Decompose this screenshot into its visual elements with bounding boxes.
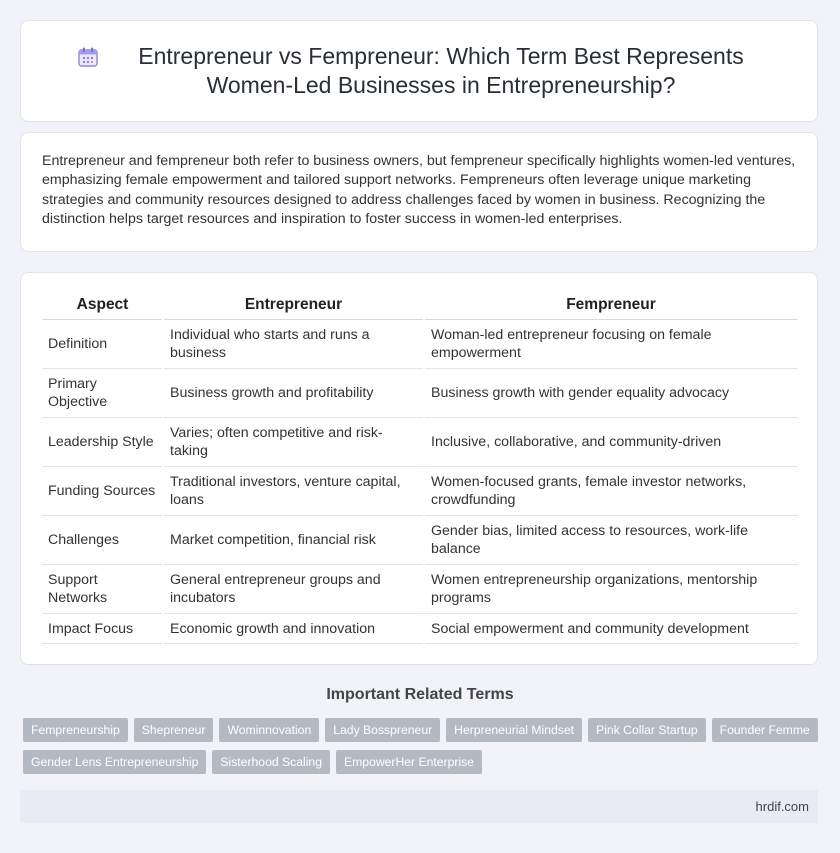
cell-entrepreneur: Individual who starts and runs a business	[163, 320, 424, 369]
related-term-tag[interactable]: Herpreneurial Mindset	[446, 718, 582, 742]
intro-paragraph: Entrepreneur and fempreneur both refer to business owners, but fempreneur specifically highlights women-led ventures, emphasizing female empowerment and tailored support networks. Fempreneurs often leverage unique marketing strategies and community resources designed to address challenges faced by women in business. Recognizing the distinction helps target resources and inspiration to foster success in women-led enterprises.	[42, 153, 796, 227]
header-fempreneur: Fempreneur	[424, 291, 798, 320]
related-term-tag[interactable]: EmpowerHer Enterprise	[336, 750, 482, 774]
cell-fempreneur: Gender bias, limited access to resources, work-life balance	[424, 516, 798, 565]
table-row	[42, 614, 798, 644]
related-term-tag[interactable]: Sisterhood Scaling	[212, 750, 330, 774]
cell-fempreneur: Business growth with gender equality advocacy	[424, 369, 798, 418]
cell-aspect: Funding Sources	[42, 467, 163, 516]
intro-card	[20, 132, 818, 252]
header-entrepreneur: Entrepreneur	[163, 291, 424, 320]
comparison-table-card	[20, 272, 818, 665]
table-header-row	[42, 291, 798, 320]
title-card	[20, 20, 818, 122]
related-term-tag[interactable]: Founder Femme	[712, 718, 818, 742]
table-row	[42, 565, 798, 614]
cell-entrepreneur: Economic growth and innovation	[163, 614, 424, 644]
table-row	[42, 516, 798, 565]
related-terms-heading: Important Related Terms	[326, 686, 514, 703]
comparison-table	[42, 291, 798, 644]
cell-aspect: Support Networks	[42, 565, 163, 614]
table-row	[42, 467, 798, 516]
related-term-tag[interactable]: Gender Lens Entrepreneurship	[23, 750, 206, 774]
table-row	[42, 418, 798, 467]
table-row	[42, 369, 798, 418]
cell-entrepreneur: Business growth and profitability	[163, 369, 424, 418]
related-terms-list	[23, 718, 823, 774]
cell-fempreneur: Women-focused grants, female investor networks, crowdfunding	[424, 467, 798, 516]
related-term-tag[interactable]: Lady Bosspreneur	[325, 718, 440, 742]
cell-entrepreneur: Market competition, financial risk	[163, 516, 424, 565]
cell-aspect: Leadership Style	[42, 418, 163, 467]
related-term-tag[interactable]: Pink Collar Startup	[588, 718, 706, 742]
footer-site-link[interactable]: hrdif.com	[755, 799, 809, 814]
page-title: Entrepreneur vs Fempreneur: Which Term Best Represents Women-Led Businesses in Entrepreneurship?	[138, 43, 744, 98]
related-term-tag[interactable]: Wominnovation	[219, 718, 319, 742]
cell-entrepreneur: General entrepreneur groups and incubators	[163, 565, 424, 614]
cell-aspect: Primary Objective	[42, 369, 163, 418]
related-term-tag[interactable]: Fempreneurship	[23, 718, 128, 742]
cell-entrepreneur: Varies; often competitive and risk-taking	[163, 418, 424, 467]
cell-fempreneur: Women entrepreneurship organizations, mentorship programs	[424, 565, 798, 614]
cell-aspect: Challenges	[42, 516, 163, 565]
cell-fempreneur: Inclusive, collaborative, and community-driven	[424, 418, 798, 467]
cell-fempreneur: Social empowerment and community development	[424, 614, 798, 644]
header-aspect: Aspect	[42, 291, 163, 320]
cell-aspect: Impact Focus	[42, 614, 163, 644]
table-row	[42, 320, 798, 369]
related-term-tag[interactable]: Shepreneur	[134, 718, 214, 742]
cell-aspect: Definition	[42, 320, 163, 369]
cell-fempreneur: Woman-led entrepreneur focusing on female empowerment	[424, 320, 798, 369]
calendar-icon	[77, 46, 99, 68]
footer	[20, 790, 818, 823]
cell-entrepreneur: Traditional investors, venture capital, loans	[163, 467, 424, 516]
